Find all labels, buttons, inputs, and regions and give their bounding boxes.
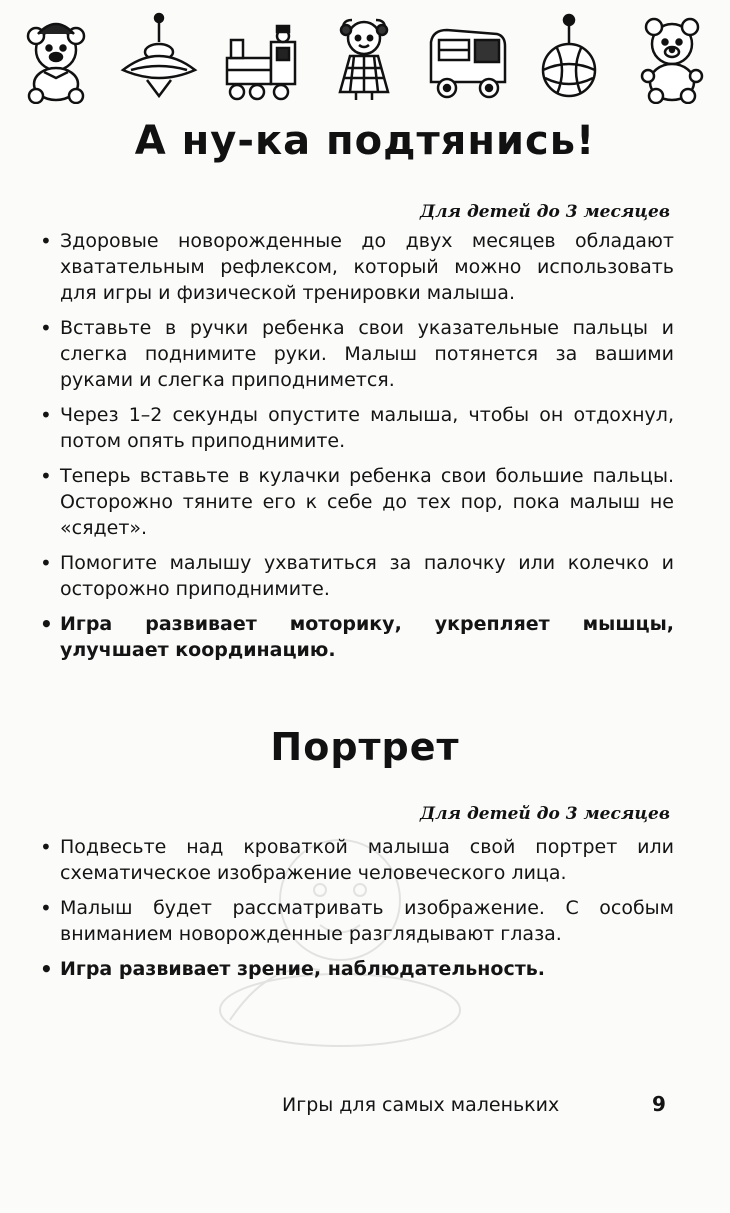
- running-footer-title: Игры для самых маленьких: [282, 1094, 560, 1116]
- rag-doll-icon: [322, 12, 406, 104]
- list-item: • Подвесьте над кроваткой малыша свой портрет или схематическое изображение человеческого лица.: [38, 834, 674, 886]
- teddy-bear-icon: [630, 12, 714, 104]
- list-item-summary: • Игра развивает моторику, укрепляет мышцы, улучшает координацию.: [38, 611, 674, 663]
- toy-train-icon: [219, 12, 303, 104]
- list-item: • Малыш будет рассматривать изображение. С особым вниманием новорожденные разглядывают глаза.: [38, 895, 674, 947]
- bullet-list-portrait: [38, 834, 674, 991]
- list-item: • Теперь вставьте в кулачки ребенка свои большие пальцы. Осторожно тяните его к себе до тех пор, пока малыш не «сядет».: [38, 463, 674, 541]
- list-item: • Помогите малышу ухватиться за палочку или колечко и осторожно приподнимите.: [38, 550, 674, 602]
- bullet-list-pull-up: [38, 228, 674, 672]
- section-title-pull-up: А ну-ка подтянись!: [134, 118, 596, 164]
- list-item-summary: • Игра развивает зрение, наблюдательность.: [38, 956, 674, 982]
- list-item: • Через 1–2 секунды опустите малыша, чтобы он отдохнул, потом опять приподнимите.: [38, 402, 674, 454]
- page-number: 9: [652, 1092, 666, 1116]
- list-item: • Вставьте в ручки ребенка свои указательные пальцы и слегка поднимите руки. Малыш потянется за вашими руками и слегка приподнимется.: [38, 315, 674, 393]
- toy-truck-icon: [425, 12, 509, 104]
- ball-top-icon: [527, 12, 611, 104]
- age-label: Для детей до 3 месяцев: [419, 804, 670, 824]
- spinning-top-icon: [117, 12, 201, 104]
- section-title-portrait: Портрет: [270, 725, 460, 769]
- teddy-bear-hat-icon: [14, 12, 98, 104]
- age-label: Для детей до 3 месяцев: [419, 202, 670, 222]
- toy-illustration-row: [14, 8, 714, 104]
- list-item: • Здоровые новорожденные до двух месяцев обладают хватательным рефлексом, который можно использовать для игры и физической тренировки малыша.: [38, 228, 674, 306]
